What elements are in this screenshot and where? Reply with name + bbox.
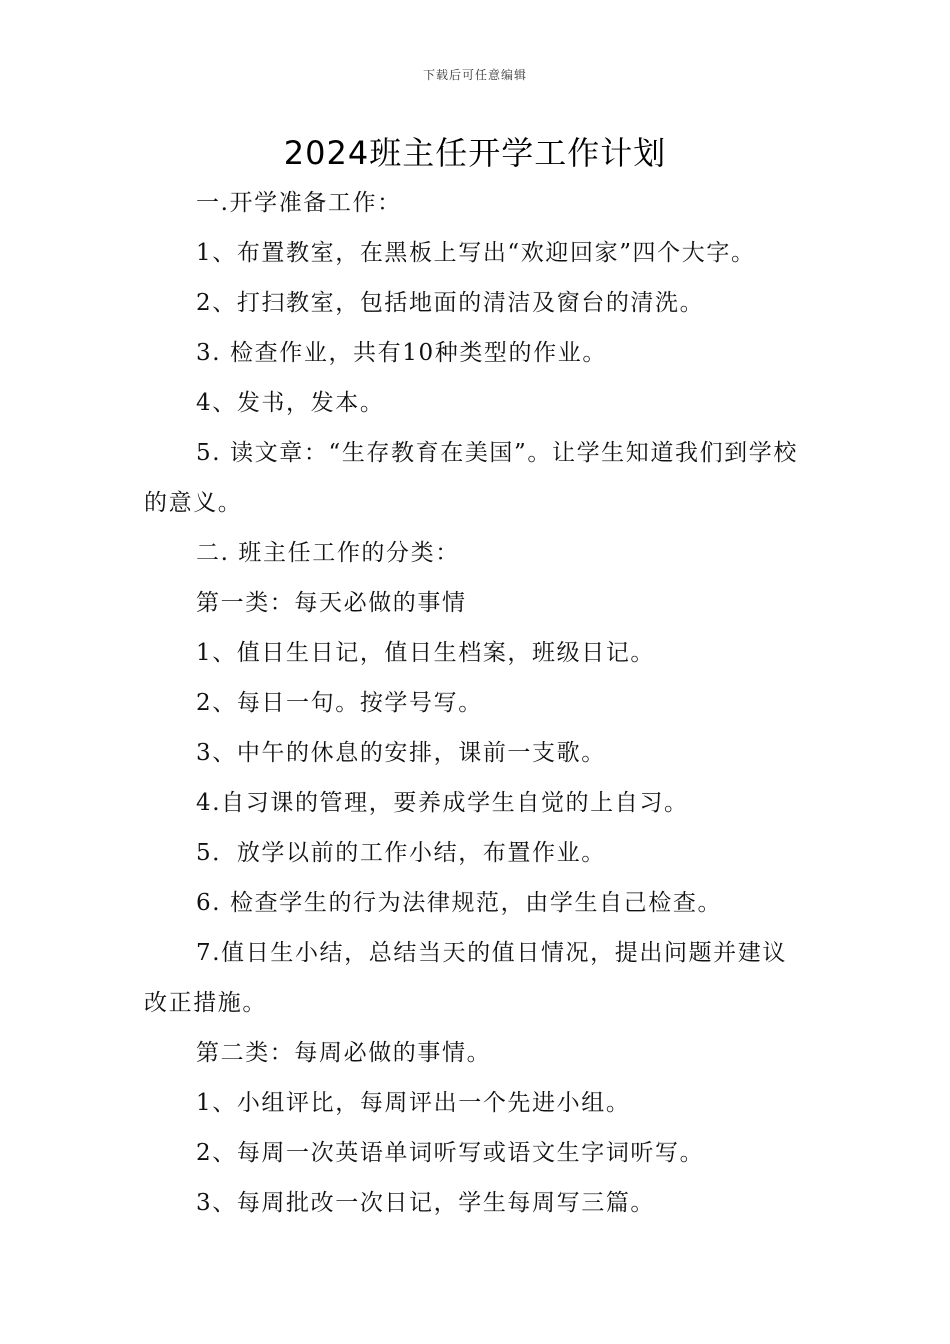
paragraph: 5．放学以前的工作小结，布置作业。 <box>196 840 606 866</box>
document-title: 2024班主任开学工作计划 <box>283 134 667 172</box>
paragraph: 2、打扫教室，包括地面的清洁及窗台的清洗。 <box>196 290 705 316</box>
paragraph: 3、每周批改一次日记，学生每周写三篇。 <box>196 1190 656 1216</box>
header-note: 下载后可任意编辑 <box>422 68 527 82</box>
paragraph: 第二类：每周必做的事情。 <box>196 1040 492 1066</box>
paragraph: 4、发书，发本。 <box>196 390 385 416</box>
paragraph: 4.自习课的管理，要养成学生自觉的上自习。 <box>196 790 689 816</box>
paragraph: 2、每周一次英语单词听写或语文生字词听写。 <box>196 1140 705 1166</box>
paragraph: 1、布置教室，在黑板上写出“欢迎回家”四个大字。 <box>196 240 756 266</box>
paragraph: 3、中午的休息的安排，课前一支歌。 <box>196 740 606 766</box>
paragraph: 二. 班主任工作的分类： <box>196 540 460 566</box>
paragraph: 一.开学准备工作： <box>196 190 402 216</box>
paragraph: 3. 检查作业，共有10种类型的作业。 <box>196 340 607 366</box>
paragraph: 2、每日一句。按学号写。 <box>196 690 483 716</box>
paragraph: 7.值日生小结，总结当天的值日情况，提出问题并建议改正措施。 <box>144 940 787 1016</box>
document-body <box>144 178 808 1228</box>
paragraph: 第一类：每天必做的事情 <box>196 590 467 616</box>
paragraph: 5. 读文章：“生存教育在美国”。让学生知道我们到学校的意义。 <box>144 440 798 516</box>
paragraph: 1、值日生日记，值日生档案，班级日记。 <box>196 640 656 666</box>
paragraph: 1、小组评比，每周评出一个先进小组。 <box>196 1090 631 1116</box>
paragraph: 6. 检查学生的行为法律规范，由学生自己检查。 <box>196 890 723 916</box>
